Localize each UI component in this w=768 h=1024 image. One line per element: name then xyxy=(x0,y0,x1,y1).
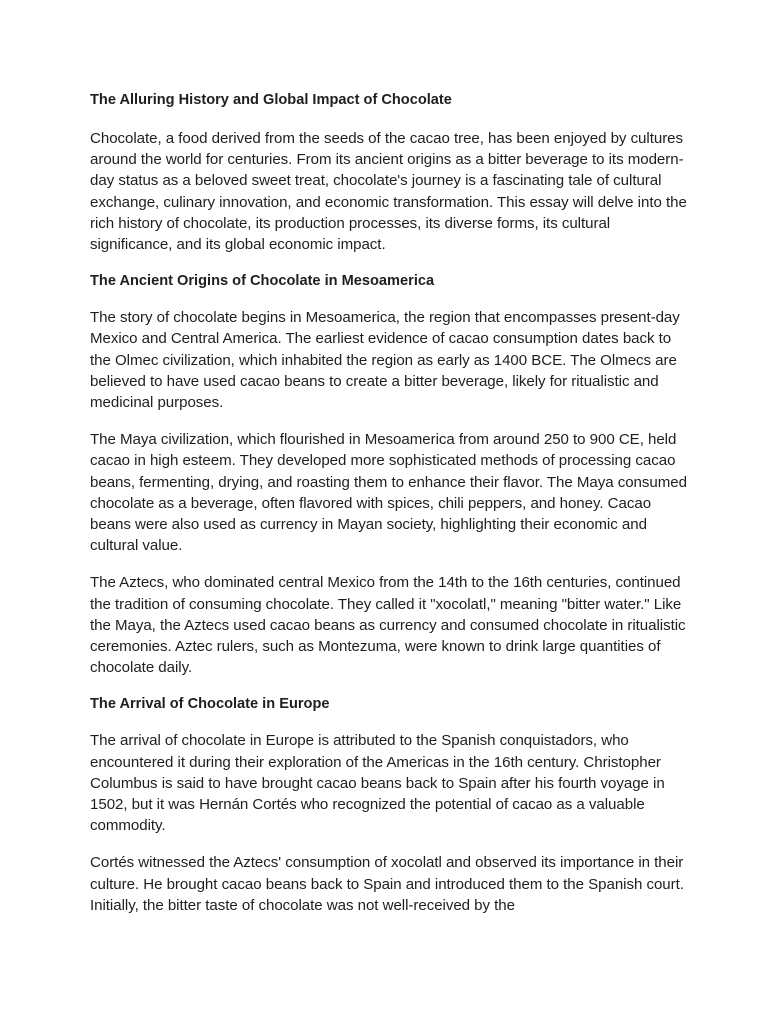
document-title: The Alluring History and Global Impact of Chocolate xyxy=(90,92,452,108)
paragraph-conquistadors: The arrival of chocolate in Europe is attributed to the Spanish conquistadors, who encountered it during their exploration of the Americas in the 16th century. Christopher Columbus is said to have brought cacao beans back to Spain after his fourth voyage in 1502, but it was Hernán Cortés who recognized the potential of cacao as a valuable commodity. xyxy=(90,732,665,835)
paragraph-olmec: The story of chocolate begins in Mesoamerica, the region that encompasses present-day Mexico and Central America. The earliest evidence of cacao consumption dates back to the Olmec civilization, which inhabited the region as early as 1400 BCE. The Olmecs are believed to have used cacao beans to create a bitter beverage, likely for ritualistic and medicinal purposes. xyxy=(90,309,680,412)
paragraph-maya: The Maya civilization, which flourished in Mesoamerica from around 250 to 900 CE, held cacao in high esteem. They developed more sophisticated methods of processing cacao beans, fermenting, drying, and roasting them to enhance their flavor. The Maya consumed chocolate as a beverage, often flavored with spices, chili peppers, and honey. Cacao beans were also used as currency in Mayan society, highlighting their economic and cultural value. xyxy=(90,431,687,555)
intro-paragraph: Chocolate, a food derived from the seeds of the cacao tree, has been enjoyed by cultures around the world for centuries. From its ancient origins as a bitter beverage to its modern-day status as a beloved sweet treat, chocolate's journey is a fascinating tale of cultural exchange, culinary innovation, and economic transformation. This essay will delve into the rich history of chocolate, its production processes, its diverse forms, its cultural significance, and its global economic impact. xyxy=(90,130,687,254)
document-body xyxy=(90,90,690,916)
section-heading-europe-arrival: The Arrival of Chocolate in Europe xyxy=(90,696,330,713)
paragraph-aztecs: The Aztecs, who dominated central Mexico from the 14th to the 16th centuries, continued the tradition of consuming chocolate. They called it "xocolatl," meaning "bitter water." Like the Maya, the Aztecs used cacao beans as currency and consumed chocolate in ritualistic ceremonies. Aztec rulers, such as Montezuma, were known to drink large quantities of chocolate daily. xyxy=(90,574,686,677)
paragraph-cortes: Cortés witnessed the Aztecs' consumption of xocolatl and observed its importance in their culture. He brought cacao beans back to Spain and introduced them to the Spanish court. Initially, the bitter taste of chocolate was not well-received by the xyxy=(90,854,684,914)
section-heading-ancient-origins: The Ancient Origins of Chocolate in Mesoamerica xyxy=(90,273,435,290)
